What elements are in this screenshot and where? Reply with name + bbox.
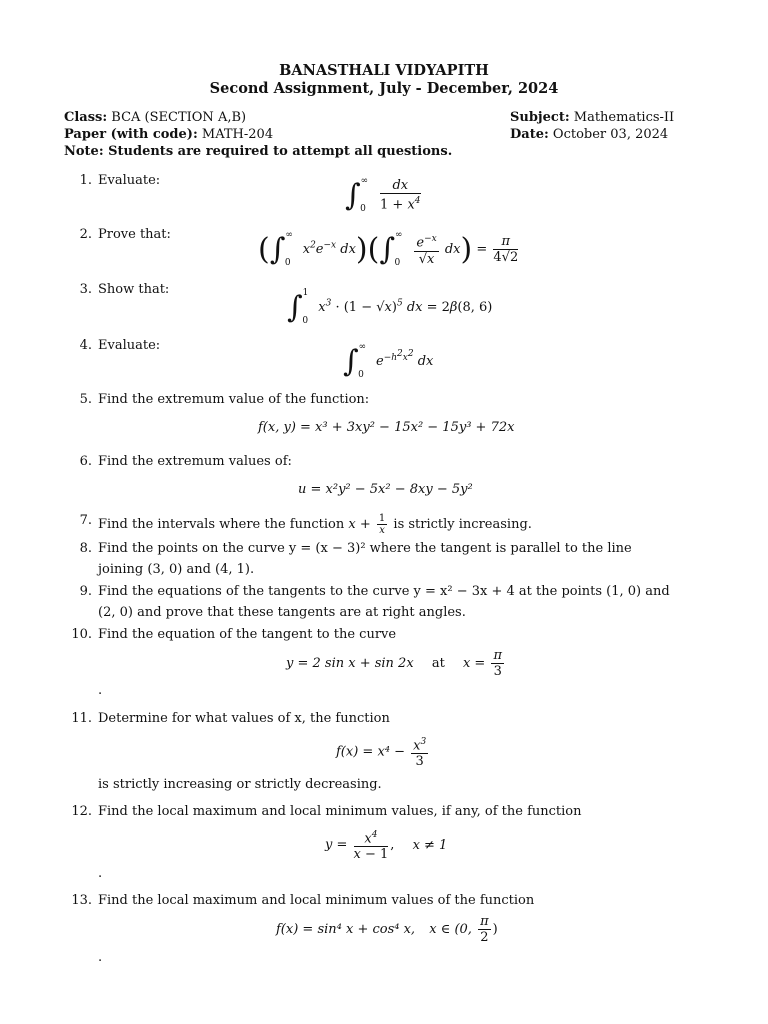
question-number: 4. bbox=[79, 338, 92, 353]
q11-continuation: is strictly increasing or strictly decreasing. bbox=[98, 777, 382, 792]
q4-equation: $\int^\infty_0$ $e^{-h^2x^2}$ dx bbox=[343, 342, 434, 380]
q12-cond: x ≠ 1 bbox=[412, 837, 448, 853]
question-number: 2. bbox=[79, 227, 92, 242]
note-line: Note: Students are required to attempt all questions. bbox=[64, 144, 453, 159]
question-number: 9. bbox=[79, 584, 92, 599]
q13-equation: f(x) = sin⁴ x + cos⁴ x, x ∈ (0, $\frac{\pi}{2}$ ) bbox=[276, 914, 498, 945]
q10-rhs: x = bbox=[462, 656, 486, 671]
question-number: 12. bbox=[71, 804, 92, 819]
question-text: Evaluate: bbox=[98, 338, 161, 353]
question-number: 13. bbox=[71, 893, 92, 908]
date-value: October 03, 2024 bbox=[552, 127, 669, 142]
question-number: 1. bbox=[79, 173, 92, 188]
q10-lhs: y = 2 sin x + sin 2x bbox=[286, 656, 414, 671]
paper-line bbox=[64, 127, 273, 142]
q13-rhs: x ∈ (0, bbox=[429, 922, 472, 937]
date-line bbox=[510, 127, 668, 142]
trailing-dot: . bbox=[98, 950, 103, 965]
subject-value: Mathematics-II bbox=[573, 110, 675, 125]
question-number: 7. bbox=[79, 513, 92, 528]
q12-lhs: y = bbox=[325, 837, 348, 853]
question-number: 8. bbox=[79, 541, 92, 556]
question-text: Find the points on the curve y = (x − 3)² where the tangent is parallel to the line joining (3, 0) and (4, 1). bbox=[98, 541, 632, 577]
assignment-title: Second Assignment, July - December, 2024 bbox=[209, 80, 559, 97]
question-text: Find the intervals where the function x + $\frac{1}{x}$ is strictly increasing. bbox=[98, 513, 532, 536]
class-label: Class: bbox=[64, 110, 108, 125]
question-text: Evaluate: bbox=[98, 173, 161, 188]
question-text: Find the equations of the tangents to the curve y = x² − 3x + 4 at the points (1, 0) and (2, 0) and prove that these tangents are at right angles. bbox=[98, 584, 670, 620]
q2-equation: ($\int^\infty_0$ $x^2e^{-x}$ $dx)(\int^\infty_0$ $\frac{e^{-x}}{√x}$ dx) = $\frac{\pi}{4√2}$ bbox=[258, 230, 519, 268]
q1-equation: $\int^\infty_0$ $\frac{dx}{1 + x^4}$ bbox=[345, 176, 421, 214]
question-number: 10. bbox=[71, 627, 92, 642]
class-value: BCA (SECTION A,B) bbox=[111, 110, 247, 125]
question-text: Find the local maximum and local minimum values, if any, of the function bbox=[98, 804, 582, 819]
question-number: 5. bbox=[79, 392, 92, 407]
class-line bbox=[64, 110, 246, 125]
question-text: Find the extremum value of the function: bbox=[98, 392, 370, 407]
question-text: Find the equation of the tangent to the curve bbox=[98, 627, 397, 642]
q10-at: at bbox=[431, 656, 445, 671]
date-label: Date: bbox=[510, 127, 549, 142]
q11-equation: f(x) = x⁴ − $\frac{x^3}{3}$ bbox=[336, 737, 427, 770]
question-text: Find the local maximum and local minimum values of the function bbox=[98, 893, 535, 908]
trailing-dot: . bbox=[98, 866, 103, 881]
institution-title: BANASTHALI VIDYAPITH bbox=[279, 62, 489, 79]
q12-equation: y = $\frac{x^4}{x - 1}$ , x ≠ 1 bbox=[325, 830, 448, 863]
q6-equation: u = x²y² − 5x² − 8xy − 5y² bbox=[298, 482, 473, 497]
subject-line bbox=[510, 110, 674, 125]
question-text: Show that: bbox=[98, 282, 170, 297]
q11-lhs: f(x) = x⁴ − bbox=[336, 744, 406, 760]
trailing-dot: . bbox=[98, 683, 103, 698]
question-text: Prove that: bbox=[98, 227, 171, 242]
q5-equation: f(x, y) = x³ + 3xy² − 15x² − 15y³ + 72x bbox=[258, 420, 515, 435]
q7-text-after: is strictly increasing. bbox=[393, 517, 532, 532]
question-number: 3. bbox=[79, 282, 92, 297]
q7-text-before: Find the intervals where the function bbox=[98, 517, 345, 532]
subject-label: Subject: bbox=[510, 110, 570, 125]
question-number: 11. bbox=[71, 711, 92, 726]
paper-value: MATH-204 bbox=[201, 127, 274, 142]
question-text: Determine for what values of x, the function bbox=[98, 711, 390, 726]
paper-label: Paper (with code): bbox=[64, 127, 198, 142]
question-number: 6. bbox=[79, 454, 92, 469]
question-text: Find the extremum values of: bbox=[98, 454, 292, 469]
q3-equation: ∫$^1_0$ $x^3 \cdot (1 - √x)^5$ dx = 2β(8, 6) bbox=[287, 288, 493, 326]
q10-equation: y = 2 sin x + sin 2x at x = $\frac{\pi}{3}$ bbox=[286, 648, 502, 679]
q13-lhs: f(x) = sin⁴ x + cos⁴ x, bbox=[276, 922, 416, 937]
